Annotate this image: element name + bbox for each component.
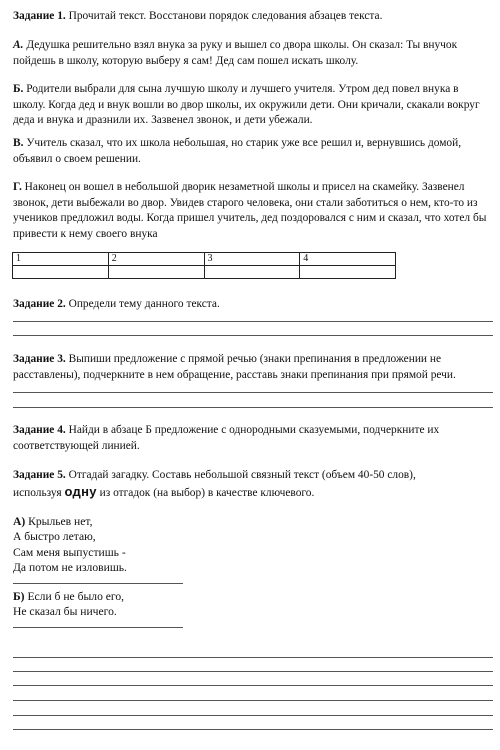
order-answer-table: [12, 252, 396, 279]
task5-text-b-post: из отгадок (на выбор) в качестве ключевого.: [99, 486, 315, 499]
task3-prompt: [13, 352, 493, 383]
essay-line[interactable]: [13, 685, 493, 686]
paragraph-g-letter: Г.: [13, 181, 22, 193]
order-header-row: [13, 253, 396, 266]
task3-label: Задание 3.: [13, 353, 66, 365]
paragraph-v-letter: В.: [13, 137, 24, 149]
riddle-a-label: А): [13, 515, 26, 528]
answer-line[interactable]: [13, 392, 493, 393]
task1-prompt: [13, 9, 493, 25]
paragraph-v-text: Учитель сказал, что их школа небольшая, но старик уже все решил и, вернувшись домой, объявил о своем решении.: [13, 137, 462, 165]
riddle-a-line: Да потом не изловишь.: [13, 561, 127, 575]
task5-prompt: [13, 468, 493, 501]
paragraph-b-text: Родители выбрали для сына лучшую школу и лучшего учителя. Утром дед повел внука в школу. Когда дед и внук вошли во двор школы, их окружили дети. Они кричали, скакали вокруг деда и внука и дразнили их. Зазвенел звонок, и дети убежали.: [13, 83, 480, 127]
order-answer-row: [13, 266, 396, 279]
paragraph-a-text: Дедушка решительно взял внука за руку и вышел со двора школы. Он сказал: Ты внучок пойдешь в школу, которую выберу я сам! Дед сам пошел искать школу.: [13, 39, 458, 67]
task2-prompt: [13, 297, 493, 313]
riddle-a-line: Сам меня выпустишь -: [13, 545, 126, 559]
essay-line[interactable]: [13, 657, 493, 658]
riddle-b-line-text: Если б не было его,: [27, 590, 125, 603]
task5-text-a: Отгадай загадку. Составь небольшой связный текст (объем 40-50 слов),: [68, 469, 416, 481]
riddle-a-line: [13, 514, 127, 529]
paragraph-a: [13, 38, 493, 69]
essay-line[interactable]: [13, 729, 493, 730]
riddle-b: [13, 589, 124, 620]
task3-text: Выпиши предложение с прямой речью (знаки препинания в предложении не расставлены), подчеркните в нем обращение, расставь знаки препинания при прямой речи.: [13, 353, 456, 381]
riddle-b-label: Б): [13, 590, 25, 603]
task4-prompt: [13, 423, 493, 454]
answer-line[interactable]: [13, 321, 493, 322]
order-answer-cell[interactable]: [108, 266, 204, 279]
riddle-b-line: [13, 589, 124, 604]
order-answer-cell[interactable]: [300, 266, 396, 279]
task2-label: Задание 2.: [13, 298, 66, 310]
paragraph-g: [13, 180, 493, 242]
paragraph-b: [13, 82, 493, 129]
order-answer-cell[interactable]: [13, 266, 109, 279]
riddle-a-line-text: Крыльев нет,: [28, 515, 93, 528]
order-header-cell: 3: [204, 253, 300, 266]
task5-text-b-pre: используя: [13, 486, 62, 499]
essay-line[interactable]: [13, 671, 493, 672]
riddle-a: [13, 514, 127, 576]
task5-emphasis: одну: [64, 483, 97, 499]
paragraph-b-letter: Б.: [13, 83, 24, 95]
task4-label: Задание 4.: [13, 424, 66, 436]
riddle-b-answer-line[interactable]: [13, 627, 183, 628]
order-header-cell: 1: [13, 253, 109, 266]
task1-text: Прочитай текст. Восстанови порядок следования абзацев текста.: [68, 10, 383, 22]
answer-line[interactable]: [13, 407, 493, 408]
riddle-b-line: Не сказал бы ничего.: [13, 605, 117, 619]
order-header-cell: 2: [108, 253, 204, 266]
task1-label: Задание 1.: [13, 10, 66, 22]
paragraph-g-text: Наконец он вошел в небольшой дворик незаметной школы и присел на скамейку. Зазвенел звонок, дети выбежали во двор. Увидев старого человека, они стали заботиться о нем, кто-то из учеников предложил воды. Когда пришел учитель, дед поздоровался с ним и сказал, что хотел бы привести к нему своего внука: [13, 181, 487, 240]
task5-label: Задание 5.: [13, 469, 66, 481]
paragraph-a-letter: А.: [13, 39, 24, 51]
riddle-a-line: А быстро летаю,: [13, 530, 96, 544]
order-header-cell: 4: [300, 253, 396, 266]
order-answer-cell[interactable]: [204, 266, 300, 279]
task2-text: Определи тему данного текста.: [68, 298, 220, 310]
task4-text: Найди в абзаце Б предложение с однородными сказуемыми, подчеркните их соответствующей линией.: [13, 424, 440, 452]
riddle-a-answer-line[interactable]: [13, 583, 183, 584]
essay-line[interactable]: [13, 715, 493, 716]
answer-line[interactable]: [13, 335, 493, 336]
essay-line[interactable]: [13, 700, 493, 701]
paragraph-v: [13, 136, 493, 167]
